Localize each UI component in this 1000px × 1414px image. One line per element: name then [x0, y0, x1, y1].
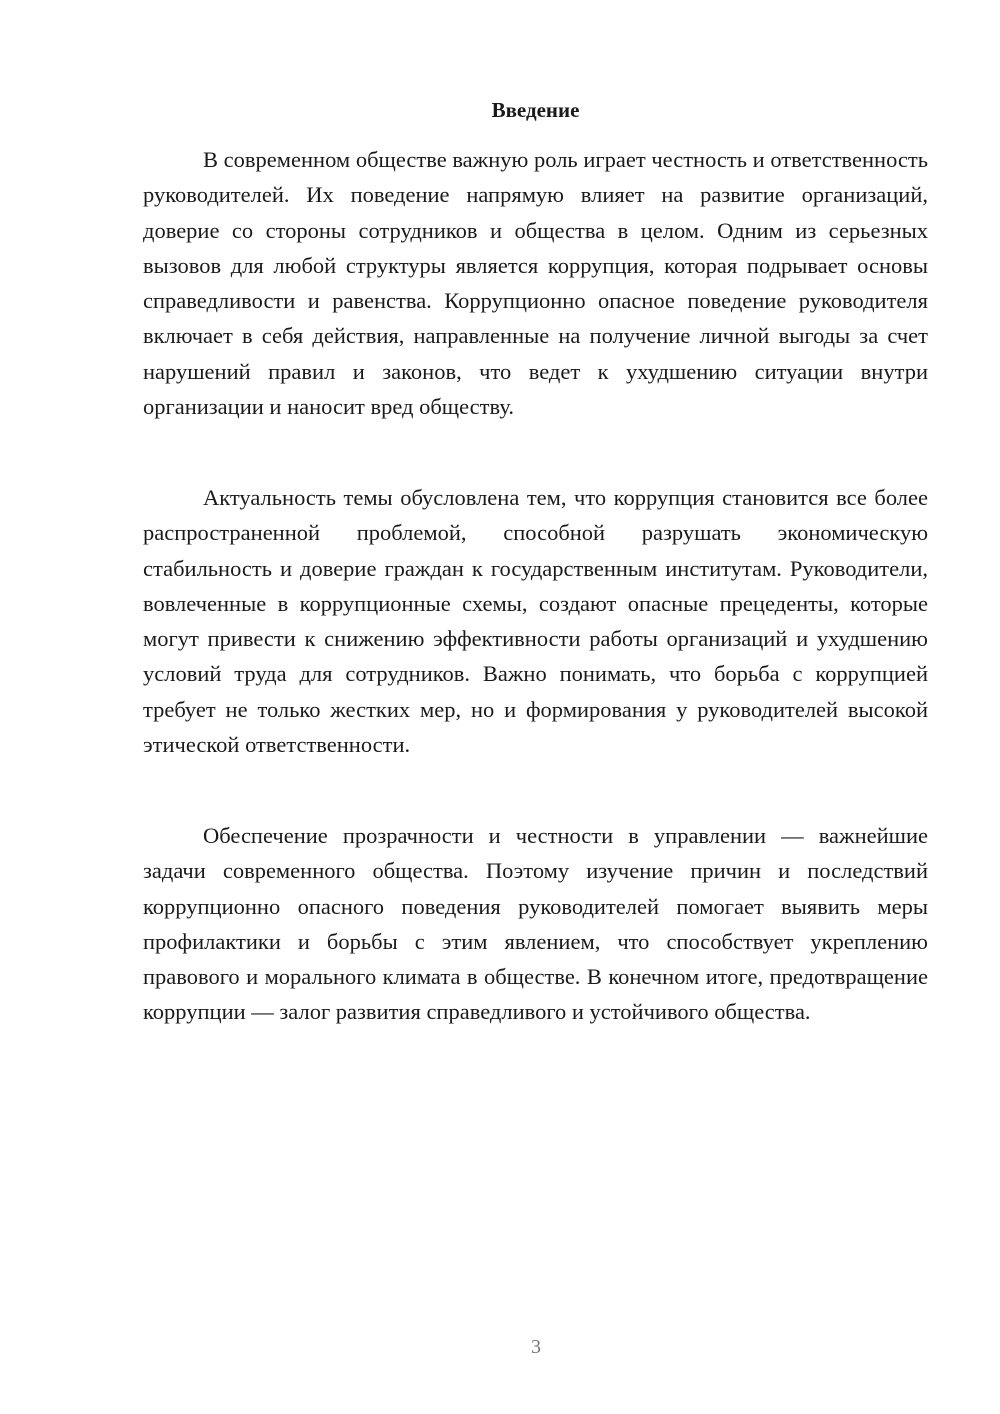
page-number: 3: [531, 1336, 541, 1358]
paragraph-1: В современном обществе важную роль играет честность и ответственность руководителей. Их поведение напрямую влияет на развитие организаций, доверие со стороны сотрудников и общества в целом. Одним из серьезных вызовов для любой структуры является коррупция, которая подрывает основы справедливости и равенства. Коррупционно опасное поведение руководителя включает в себя действия, направленные на получение личной выгоды за счет нарушений правил и законов, что ведет к ухудшению ситуации внутри организации и наносит вред обществу.: [143, 147, 928, 420]
paragraph-3: Обеспечение прозрачности и честности в управлении — важнейшие задачи современного общества. Поэтому изучение причин и последствий коррупционно опасного поведения руководителей помогает выявить меры профилактики и борьбы с этим явлением, что способствует укреплению правового и морального климата в обществе. В конечном итоге, предотвращение коррупции — залог развития справедливого и устойчивого общества.: [143, 823, 928, 1025]
section-heading: Введение: [491, 98, 580, 122]
paragraph-2: Актуальность темы обусловлена тем, что коррупция становится все более распространенной проблемой, способной разрушать экономическую стабильность и доверие граждан к государственным институтам. Руководители, вовлеченные в коррупционные схемы, создают опасные прецеденты, которые могут привести к снижению эффективности работы организаций и ухудшению условий труда для сотрудников. Важно понимать, что борьба с коррупцией требует не только жестких мер, но и формирования у руководителей высокой этической ответственности.: [143, 485, 928, 758]
